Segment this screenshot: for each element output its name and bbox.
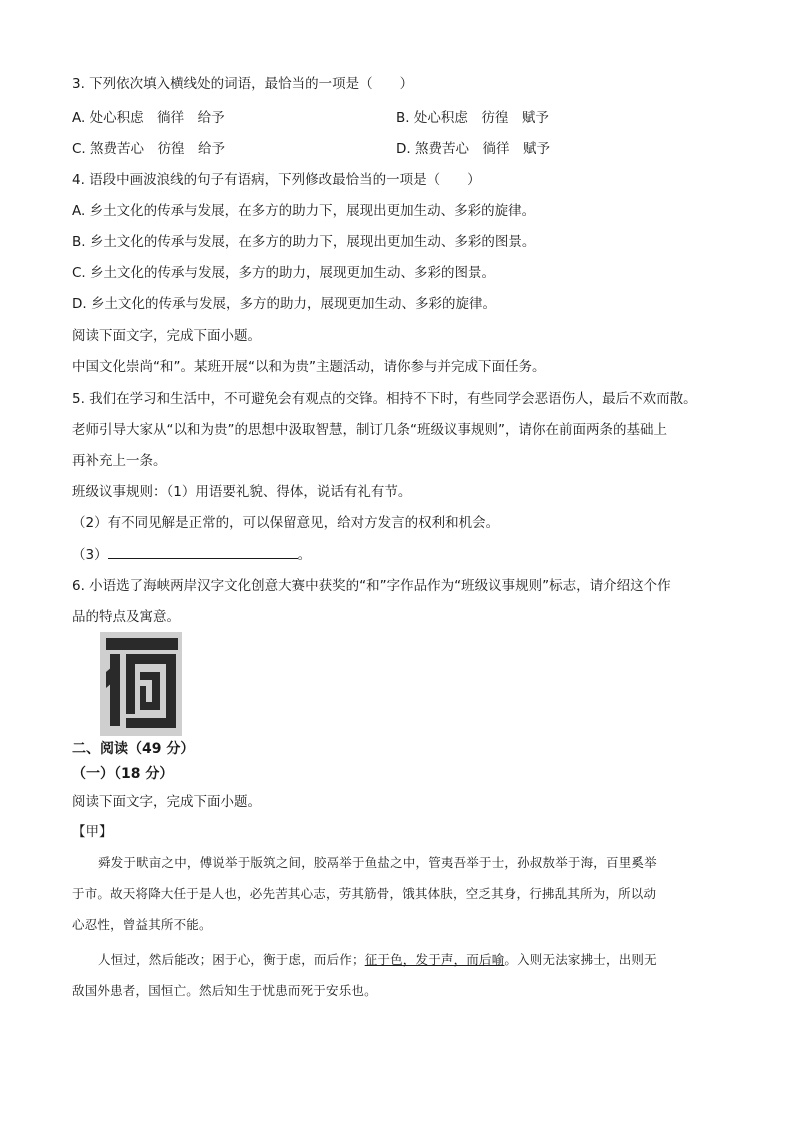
q5-line-3: 再补充上一条。 bbox=[72, 453, 167, 469]
context-text: 中国文化崇尚“和”。某班开展“以和为贵”主题活动，请你参与并完成下面任务。 bbox=[72, 359, 546, 375]
passage-jia-label: 【甲】 bbox=[72, 824, 113, 840]
reading-intro: 阅读下面文字，完成下面小题。 bbox=[72, 328, 261, 344]
subsection-heading: （一）（18 分） bbox=[72, 766, 174, 782]
q4-option-c: C. 乡土文化的传承与发展，多方的助力，展现更加生动、多彩的图景。 bbox=[72, 265, 496, 281]
q6-line-1: 6. 小语选了海峡两岸汉字文化创意大赛中获奖的“和”字作品作为“班级议事规则”标志，请介绍这个作 bbox=[72, 578, 671, 594]
q5-rule-1: 班级议事规则：（1）用语要礼貌、得体，说话有礼有节。 bbox=[72, 484, 412, 500]
q3-stem: 3. 下列依次填入横线处的词语，最恰当的一项是（ ） bbox=[72, 76, 414, 92]
passage-line-5: 敌国外患者，国恒亡。然后知生于忧患而死于安乐也。 bbox=[72, 983, 377, 998]
passage-line-4-start: 人恒过，然后能改；困于心，衡于虑，而后作； bbox=[98, 952, 365, 967]
q5-rule-2: （2）有不同见解是正常的，可以保留意见，给对方发言的权利和机会。 bbox=[72, 515, 500, 531]
q5-rule-3-suffix: 。 bbox=[297, 547, 312, 563]
passage-line-4-end: 。入则无法家拂士，出则无 bbox=[504, 952, 657, 967]
q4-option-b: B. 乡土文化的传承与发展，在多方的助力下，展现出更加生动、多彩的图景。 bbox=[72, 234, 536, 250]
q3-option-c: C. 煞费苦心 彷徨 给予 bbox=[72, 141, 226, 157]
q3-option-a: A. 处心积虑 徜徉 给予 bbox=[72, 110, 225, 126]
passage-line-1: 舜发于畎亩之中，傅说举于版筑之间，胶鬲举于鱼盐之中，管夷吾举于士，孙叔敖举于海，百里奚举 bbox=[98, 855, 657, 870]
q3-option-d: D. 煞费苦心 徜徉 赋予 bbox=[396, 141, 550, 157]
q5-line-1: 5. 我们在学习和生活中，不可避免会有观点的交锋。相持不下时，有些同学会恶语伤人，最后不欢而散。 bbox=[72, 391, 697, 407]
answer-blank[interactable] bbox=[108, 544, 298, 559]
passage-line-3: 心忍性，曾益其所不能。 bbox=[72, 917, 212, 932]
q5-line-2: 老师引导大家从“以和为贵”的思想中汲取智慧，制订几条“班级议事规则”，请你在前面两条的基础上 bbox=[72, 422, 667, 438]
q6-line-2: 品的特点及寓意。 bbox=[72, 609, 180, 625]
q4-option-d: D. 乡土文化的传承与发展，多方的助力，展现更加生动、多彩的旋律。 bbox=[72, 296, 496, 312]
passage-line-2: 于市。故天将降大任于是人也，必先苦其心志，劳其筋骨，饿其体肤，空乏其身，行拂乱其所为，所以动 bbox=[72, 886, 657, 901]
he-character-logo bbox=[100, 632, 182, 736]
q5-rule-3 bbox=[72, 544, 311, 565]
q3-option-b: B. 处心积虑 彷徨 赋予 bbox=[396, 110, 549, 126]
section-heading: 二、阅读（49 分） bbox=[72, 741, 195, 757]
section-intro: 阅读下面文字，完成下面小题。 bbox=[72, 794, 261, 810]
passage-line-4 bbox=[98, 950, 657, 970]
q5-rule-3-prefix: （3） bbox=[72, 547, 108, 563]
q4-stem: 4. 语段中画波浪线的句子有语病，下列修改最恰当的一项是（ ） bbox=[72, 172, 481, 188]
underlined-sentence: 征于色，发于声，而后喻 bbox=[364, 952, 505, 967]
he-logo-graphic bbox=[100, 632, 182, 736]
q4-option-a: A. 乡土文化的传承与发展，在多方的助力下，展现出更加生动、多彩的旋律。 bbox=[72, 203, 536, 219]
